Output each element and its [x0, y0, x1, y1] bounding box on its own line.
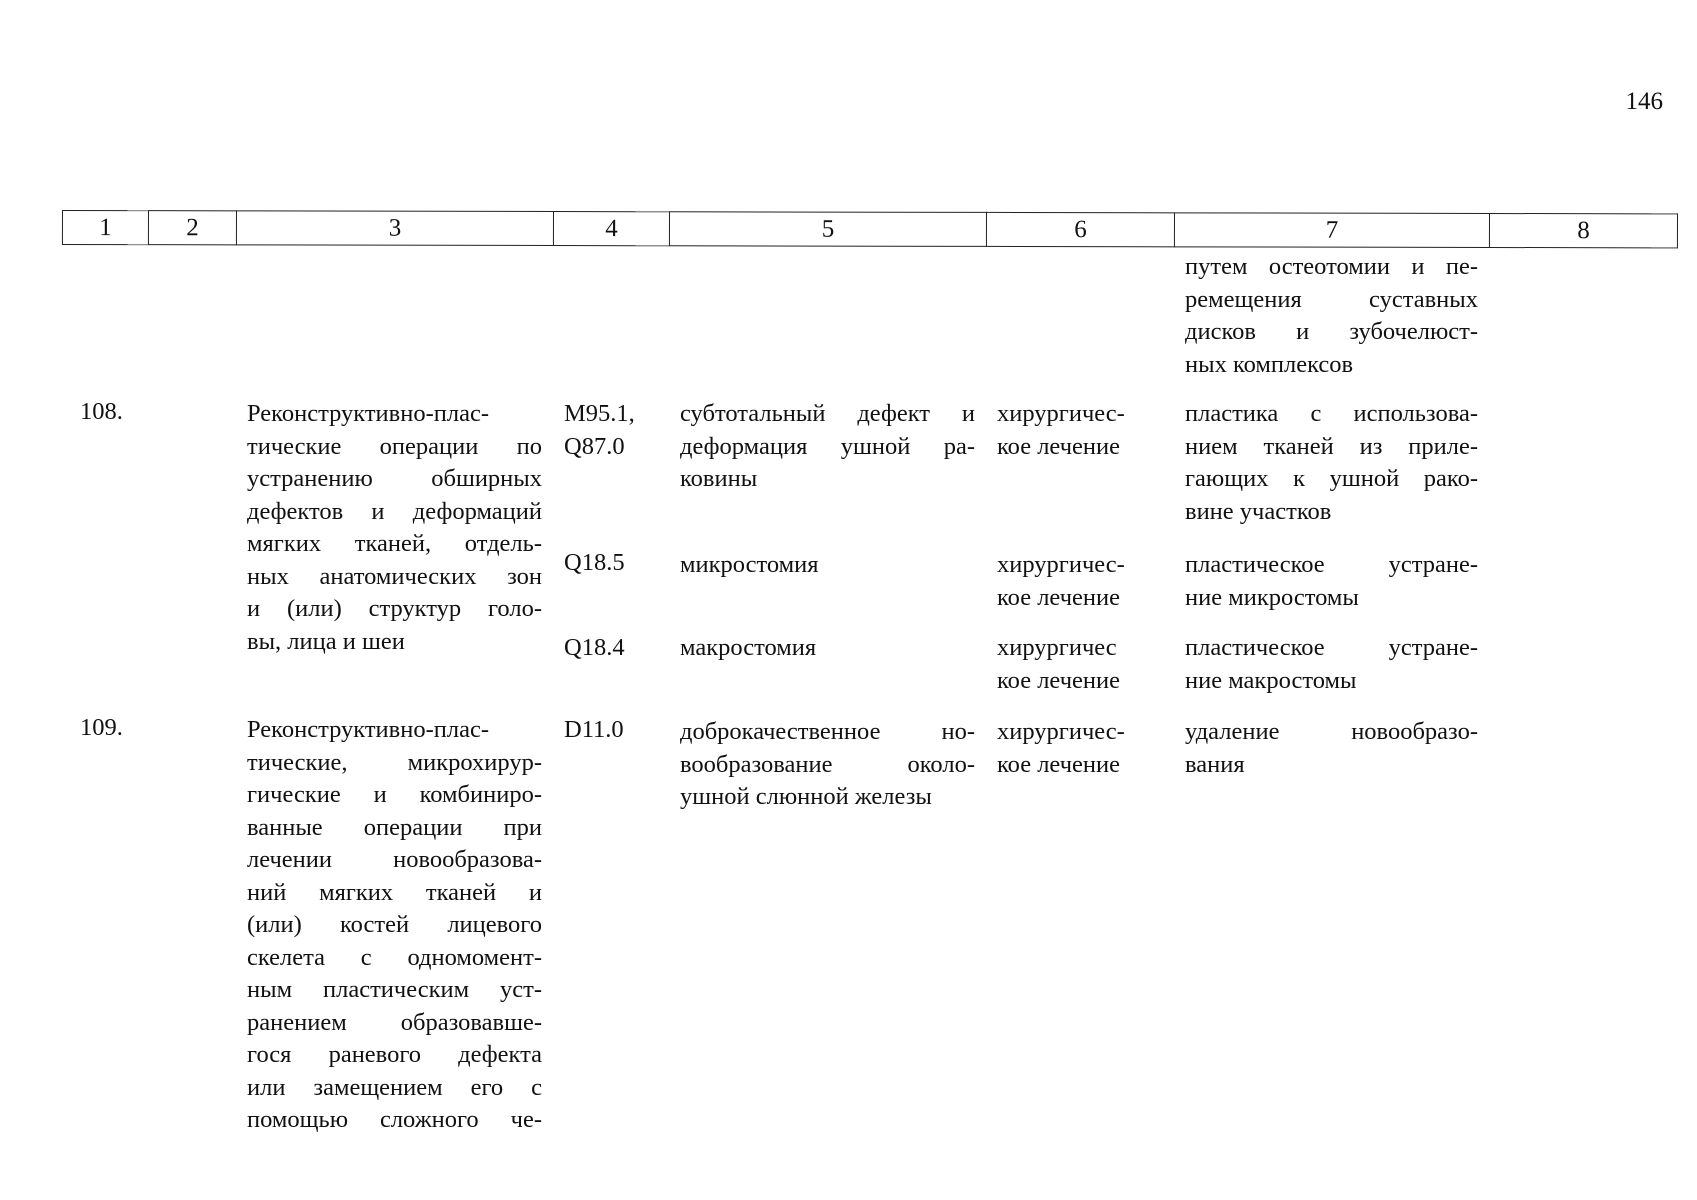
text-line: ние микростомы [1185, 583, 1359, 611]
page-number: 146 [1625, 88, 1663, 115]
text-line: кое лечение [997, 432, 1120, 460]
text-line: гические и комбиниро- [247, 781, 542, 808]
text-line: Q18.5 [564, 549, 625, 576]
text-line: кое лечение [997, 583, 1120, 611]
row109-operation-group [247, 714, 542, 1137]
text-line: путем остеотомии и пе- [1185, 253, 1478, 280]
text-line: ранением образовавше- [247, 1008, 542, 1036]
row109-code [564, 714, 659, 747]
text-line: доброкачественное но- [680, 718, 975, 745]
text-line: Q87.0 [564, 432, 625, 460]
row-number-109: 109. [80, 714, 123, 741]
text-line: Реконструктивно-плас- [247, 400, 489, 427]
text-line: Реконструктивно-плас- [247, 716, 489, 743]
text-line: M95.1, [564, 400, 635, 427]
text-line: и (или) структур голо- [247, 595, 542, 622]
text-line: тические, микрохирур- [247, 748, 542, 776]
row-number-108: 108. [80, 398, 123, 425]
row108-sub2-diagnosis [680, 549, 975, 582]
text-line: хирургичес- [997, 400, 1125, 427]
text-line: мягких тканей, отдель- [247, 530, 542, 557]
text-line: нием тканей из приле- [1185, 432, 1478, 460]
column-number-5: 5 [669, 212, 986, 247]
column-number-6: 6 [986, 212, 1174, 246]
text-line: кое лечение [997, 750, 1120, 778]
text-line: ным пластическим уст- [247, 976, 542, 1003]
column-number-4: 4 [553, 212, 669, 246]
row108-sub1-code [564, 398, 659, 463]
text-line: ванные операции при [247, 813, 542, 841]
text-line: дисков и зубочелюст- [1185, 318, 1478, 345]
text-line: устранению обширных [247, 465, 542, 492]
text-line: микростомия [680, 551, 819, 578]
text-line: пластика с использова- [1185, 400, 1478, 427]
text-line: лечении новообразова- [247, 846, 542, 873]
text-line: кое лечение [997, 666, 1120, 694]
row109-diagnosis [680, 716, 975, 814]
text-line: ние макростомы [1185, 666, 1357, 694]
text-line: вы, лица и шеи [247, 627, 405, 655]
text-line: ных анатомических зон [247, 562, 542, 590]
row108-sub1-method [1185, 398, 1478, 528]
text-line: тические операции по [247, 432, 542, 460]
row108-sub3-diagnosis [680, 632, 975, 665]
text-line: (или) костей лицевого [247, 911, 542, 938]
row108-sub1-diagnosis [680, 398, 975, 496]
row108-sub2-method [1185, 549, 1478, 614]
column-number-8: 8 [1489, 213, 1677, 247]
text-line: деформация ушной ра- [680, 432, 975, 460]
text-line: хирургичес- [997, 718, 1125, 745]
row108-sub3-method [1185, 632, 1478, 697]
row108-sub2-treatment [997, 549, 1147, 614]
text-line: гающих к ушной рако- [1185, 465, 1478, 492]
text-line: пластическое устране- [1185, 551, 1478, 578]
column-number-3: 3 [236, 211, 553, 246]
row108-sub3-treatment [997, 632, 1147, 697]
text-line: вания [1185, 750, 1245, 778]
column-number-7: 7 [1174, 213, 1489, 248]
text-line: субтотальный дефект и [680, 400, 975, 427]
text-line: Q18.4 [564, 634, 625, 661]
text-line: D11.0 [564, 716, 624, 743]
text-line: хирургичес- [997, 551, 1125, 578]
text-line: скелета с одномомент- [247, 943, 542, 971]
row108-sub2-code [564, 547, 659, 580]
text-line: помощью сложного че- [247, 1106, 542, 1133]
column-number-header [62, 210, 1678, 248]
text-line: или замещением его с [247, 1073, 542, 1101]
row108-operation-group [247, 398, 542, 658]
text-line: дефектов и деформаций [247, 497, 542, 525]
text-line: макростомия [680, 634, 817, 661]
continuation-method-text [1185, 251, 1478, 381]
text-line: вообразование около- [680, 750, 975, 778]
row109-treatment [997, 716, 1147, 781]
text-line: ковины [680, 465, 758, 492]
text-line: ремещения суставных [1185, 285, 1478, 313]
text-line: ний мягких тканей и [247, 878, 542, 906]
text-line: ных комплексов [1185, 350, 1354, 378]
column-number-1: 1 [62, 211, 148, 245]
column-number-2: 2 [148, 211, 236, 245]
text-line: удаление новообразо- [1185, 718, 1478, 745]
text-line: пластическое устране- [1185, 634, 1478, 661]
text-line: ушной слюнной железы [680, 783, 932, 810]
row109-method [1185, 716, 1478, 781]
text-line: вине участков [1185, 497, 1332, 525]
text-line: хирургичес [997, 634, 1117, 661]
row108-sub1-treatment [997, 398, 1147, 463]
text-line: гося раневого дефекта [247, 1041, 542, 1068]
row108-sub3-code [564, 632, 659, 665]
